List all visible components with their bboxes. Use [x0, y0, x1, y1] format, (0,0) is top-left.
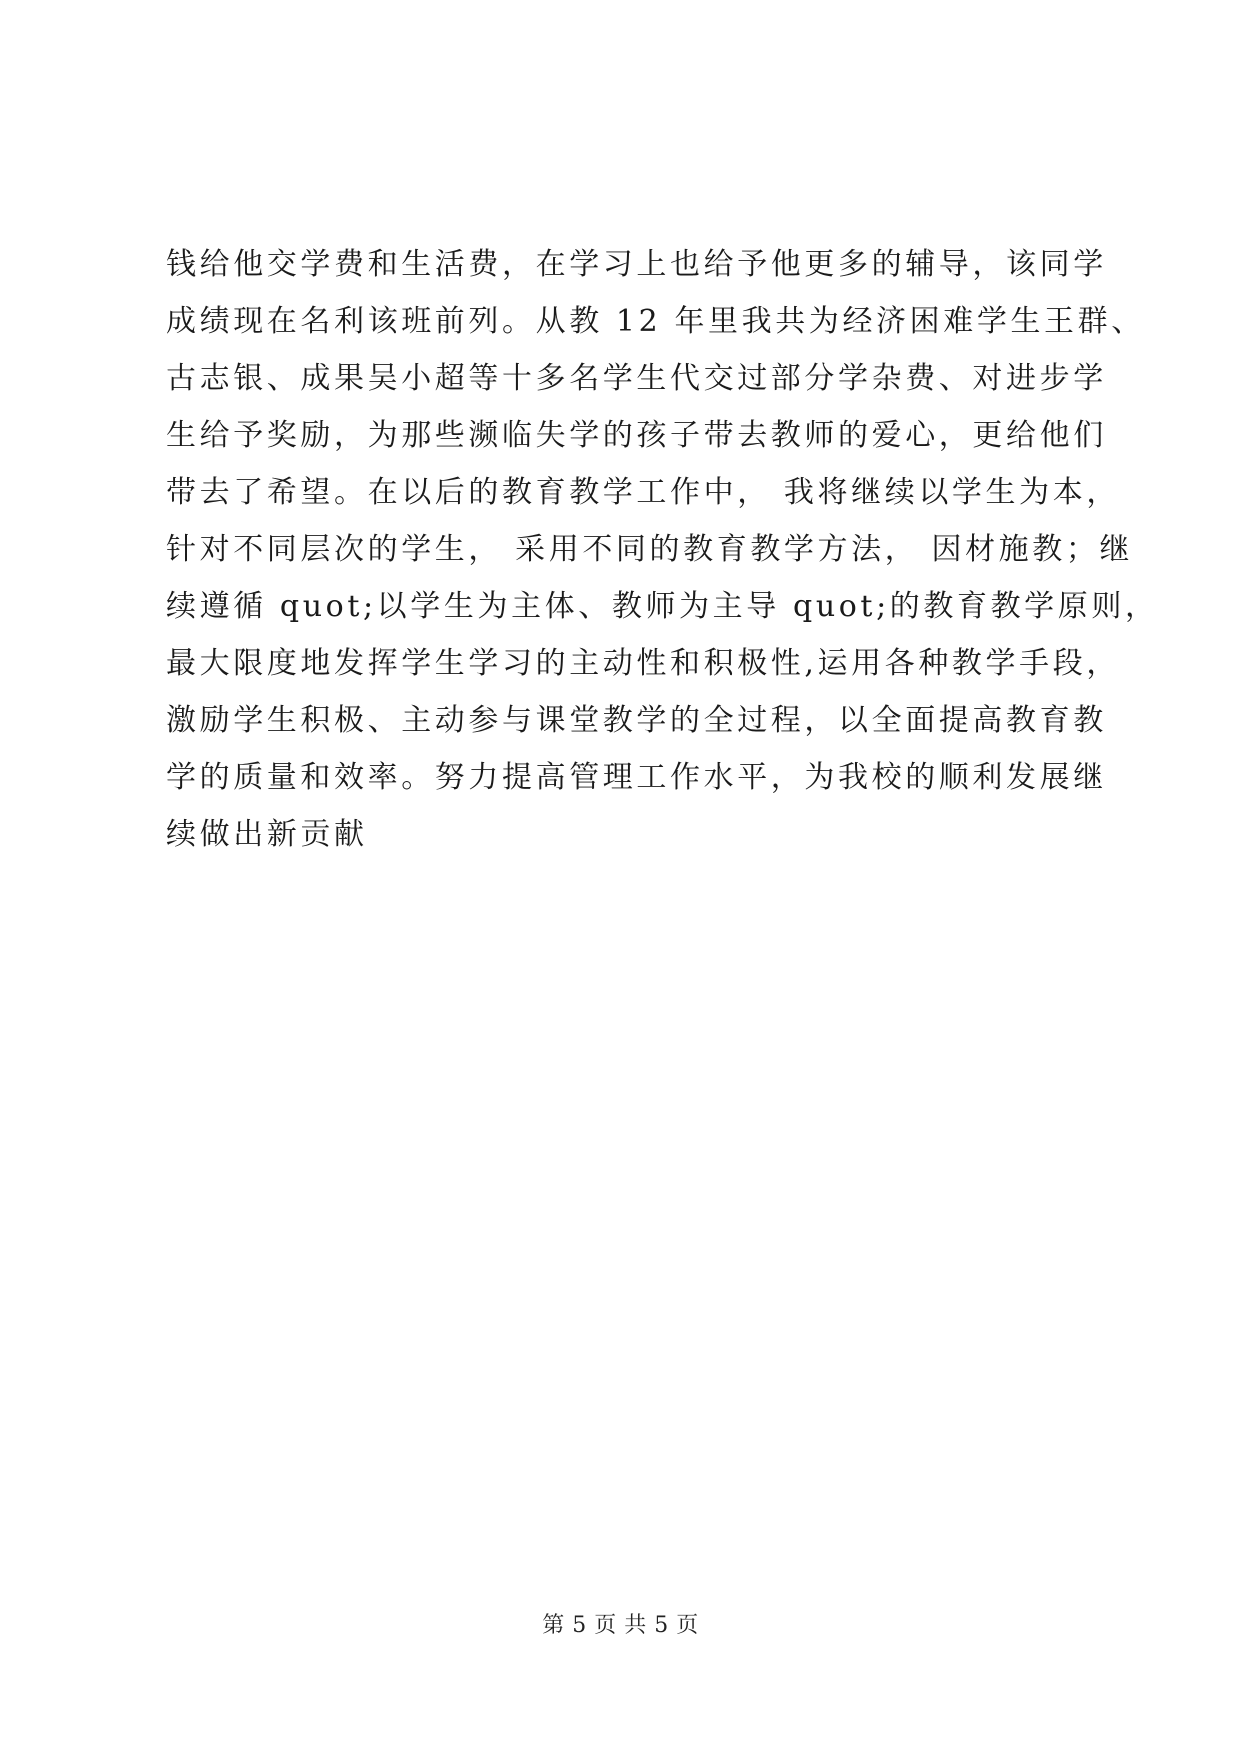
page-footer	[0, 1608, 1241, 1639]
body-text	[166, 236, 1159, 863]
text-line: 最大限度地发挥学生学习的主动性和积极性,运用各种教学手段，	[166, 646, 1120, 681]
text-line: 带去了希望。在以后的教育教学工作中， 我将继续以学生为本，	[166, 475, 1120, 510]
text-line: 成绩现在名利该班前列。从教 12 年里我共为经济困难学生王群、	[166, 304, 1145, 339]
text-line: 钱给他交学费和生活费，在学习上也给予他更多的辅导，该同学	[166, 247, 1107, 282]
page-number: 第 5 页 共 5 页	[542, 1613, 699, 1638]
text-line: 生给予奖励，为那些濒临失学的孩子带去教师的爱心，更给他们	[166, 418, 1107, 453]
text-line: 续遵循 quot;以学生为主体、教师为主导 quot;的教育教学原则，	[166, 589, 1159, 624]
text-line: 续做出新贡献	[166, 817, 368, 852]
text-line: 针对不同层次的学生， 采用不同的教育教学方法， 因材施教；继	[166, 532, 1134, 567]
text-line: 古志银、成果吴小超等十多名学生代交过部分学杂费、对进步学	[166, 361, 1107, 396]
text-line: 激励学生积极、主动参与课堂教学的全过程，以全面提高教育教	[166, 703, 1107, 738]
text-line: 学的质量和效率。努力提高管理工作水平，为我校的顺利发展继	[166, 760, 1107, 795]
